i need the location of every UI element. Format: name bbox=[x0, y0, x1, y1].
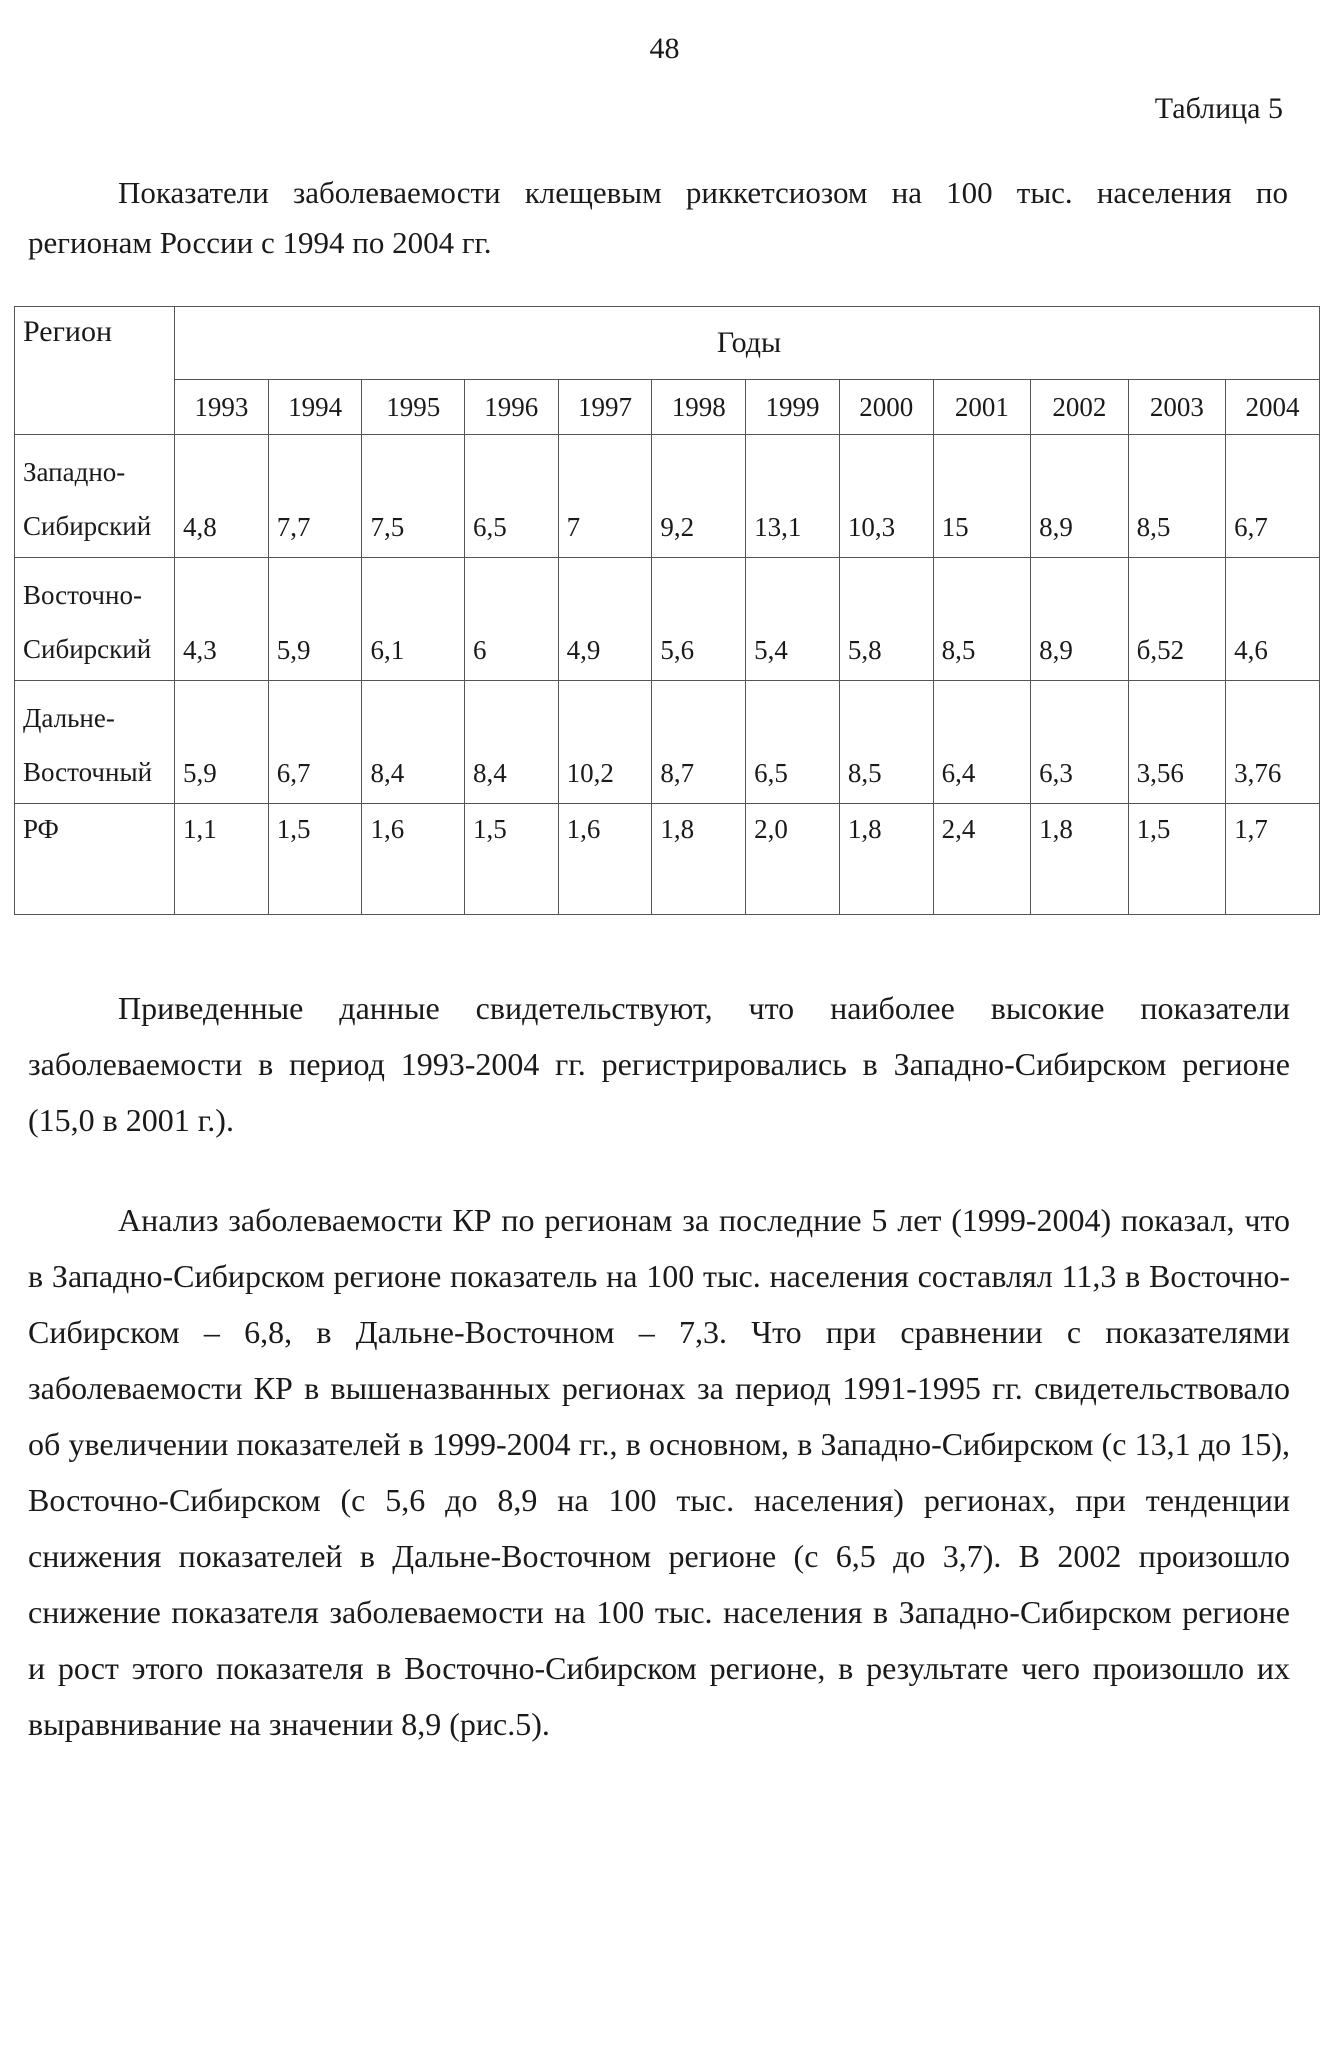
value-cell: 6,4 bbox=[933, 681, 1030, 804]
body-paragraph: Приведенные данные свидетельствуют, что наиболее высокие показатели заболеваемости в период 1993-2004 гг. регистрировались в Западно-Сибирском регионе (15,0 в 2001 г.). bbox=[28, 990, 1290, 1138]
year-cell: 2002 bbox=[1031, 380, 1128, 435]
table-row-east-siberian bbox=[15, 558, 1320, 681]
value-cell: 5,9 bbox=[174, 681, 268, 804]
value-cell: 1,7 bbox=[1226, 804, 1320, 915]
value-cell: 10,2 bbox=[558, 681, 652, 804]
region-name-line2: Сибирский bbox=[23, 634, 152, 664]
year-cell: 2004 bbox=[1226, 380, 1320, 435]
value-cell: 2,0 bbox=[746, 804, 840, 915]
value-cell: 10,3 bbox=[839, 435, 933, 558]
value-cell: 1,6 bbox=[558, 804, 652, 915]
value-cell: 6,1 bbox=[362, 558, 464, 681]
value-cell: 8,5 bbox=[933, 558, 1030, 681]
value-cell: 1,8 bbox=[1031, 804, 1128, 915]
value-cell: 7,5 bbox=[362, 435, 464, 558]
region-name-cell bbox=[15, 558, 175, 681]
value-cell: 6 bbox=[464, 558, 558, 681]
value-cell: 13,1 bbox=[746, 435, 840, 558]
year-cell: 1993 bbox=[174, 380, 268, 435]
value-cell: 1,6 bbox=[362, 804, 464, 915]
value-cell: 8,9 bbox=[1031, 435, 1128, 558]
value-cell: 5,8 bbox=[839, 558, 933, 681]
year-cell: 1996 bbox=[464, 380, 558, 435]
year-cell: 1998 bbox=[652, 380, 746, 435]
year-cell: 1994 bbox=[268, 380, 362, 435]
value-cell: 2,4 bbox=[933, 804, 1030, 915]
morbidity-table bbox=[14, 306, 1320, 915]
years-row bbox=[15, 380, 1320, 435]
page-number: 48 bbox=[649, 32, 680, 65]
value-cell: 7,7 bbox=[268, 435, 362, 558]
value-cell: 1,8 bbox=[652, 804, 746, 915]
value-cell: 4,3 bbox=[174, 558, 268, 681]
value-cell: б,52 bbox=[1128, 558, 1225, 681]
year-cell: 1997 bbox=[558, 380, 652, 435]
region-name-line2: Сибирский bbox=[23, 511, 152, 541]
value-cell: 1,1 bbox=[174, 804, 268, 915]
value-cell: 1,5 bbox=[1128, 804, 1225, 915]
value-cell: 1,8 bbox=[839, 804, 933, 915]
value-cell: 3,76 bbox=[1226, 681, 1320, 804]
region-name-line2: Восточный bbox=[23, 757, 153, 787]
value-cell: 1,5 bbox=[268, 804, 362, 915]
value-cell: 1,5 bbox=[464, 804, 558, 915]
value-cell: 9,2 bbox=[652, 435, 746, 558]
region-column-header: Регион bbox=[15, 307, 175, 435]
region-name-line1: Восточно- bbox=[23, 580, 142, 610]
value-cell: 4,6 bbox=[1226, 558, 1320, 681]
table-caption: Показатели заболеваемости клещевым риккетсиозом на 100 тыс. населения по регионам России с 1994 по 2004 гг. bbox=[28, 175, 1288, 260]
body-paragraph: Анализ заболеваемости КР по регионам за последние 5 лет (1999-2004) показал, что в Западно-Сибирском регионе показатель на 100 тыс. населения составлял 11,3 в Восточно-Сибирском – 6,8, в Дальне-Восточном – 7,3. Что при сравнении с показателями заболеваемости КР в вышеназванных регионах за период 1991-1995 гг. свидетельствовало об увеличении показателей в 1999-2004 гг., в основном, в Западно-Сибирском (с 13,1 до 15), Восточно-Сибирском (с 5,6 до 8,9 на 100 тыс. населения) регионах, при тенденции снижения показателей в Дальне-Восточном регионе (с 6,5 до 3,7). В 2002 произошло снижение показателя заболеваемости на 100 тыс. населения в Западно-Сибирском регионе и рост этого показателя в Восточно-Сибирском регионе, в результате чего произошло их выравнивание на значении 8,9 (рис.5). bbox=[28, 1202, 1290, 1742]
year-cell: 1999 bbox=[746, 380, 840, 435]
table-label: Таблица 5 bbox=[1154, 92, 1283, 125]
value-cell: 8,5 bbox=[1128, 435, 1225, 558]
table-row-west-siberian bbox=[15, 435, 1320, 558]
region-name-line1: Западно- bbox=[23, 457, 126, 487]
years-column-header: Годы bbox=[174, 307, 1319, 380]
year-cell: 2003 bbox=[1128, 380, 1225, 435]
table-row-russian-federation bbox=[15, 804, 1320, 915]
value-cell: 4,8 bbox=[174, 435, 268, 558]
value-cell: 6,3 bbox=[1031, 681, 1128, 804]
value-cell: 6,5 bbox=[746, 681, 840, 804]
value-cell: 6,7 bbox=[268, 681, 362, 804]
year-cell: 2001 bbox=[933, 380, 1030, 435]
region-name-cell bbox=[15, 435, 175, 558]
value-cell: 5,4 bbox=[746, 558, 840, 681]
value-cell: 7 bbox=[558, 435, 652, 558]
region-name-line1: Дальне- bbox=[23, 703, 115, 733]
region-name-line1: РФ bbox=[23, 814, 59, 844]
value-cell: 3,56 bbox=[1128, 681, 1225, 804]
value-cell: 6,7 bbox=[1226, 435, 1320, 558]
value-cell: 4,9 bbox=[558, 558, 652, 681]
year-cell: 1995 bbox=[362, 380, 464, 435]
value-cell: 8,4 bbox=[464, 681, 558, 804]
value-cell: 8,5 bbox=[839, 681, 933, 804]
region-name-cell bbox=[15, 804, 175, 915]
table-row-far-eastern bbox=[15, 681, 1320, 804]
value-cell: 8,9 bbox=[1031, 558, 1128, 681]
value-cell: 5,9 bbox=[268, 558, 362, 681]
value-cell: 6,5 bbox=[464, 435, 558, 558]
value-cell: 15 bbox=[933, 435, 1030, 558]
value-cell: 8,4 bbox=[362, 681, 464, 804]
region-name-cell bbox=[15, 681, 175, 804]
value-cell: 5,6 bbox=[652, 558, 746, 681]
value-cell: 8,7 bbox=[652, 681, 746, 804]
year-cell: 2000 bbox=[839, 380, 933, 435]
